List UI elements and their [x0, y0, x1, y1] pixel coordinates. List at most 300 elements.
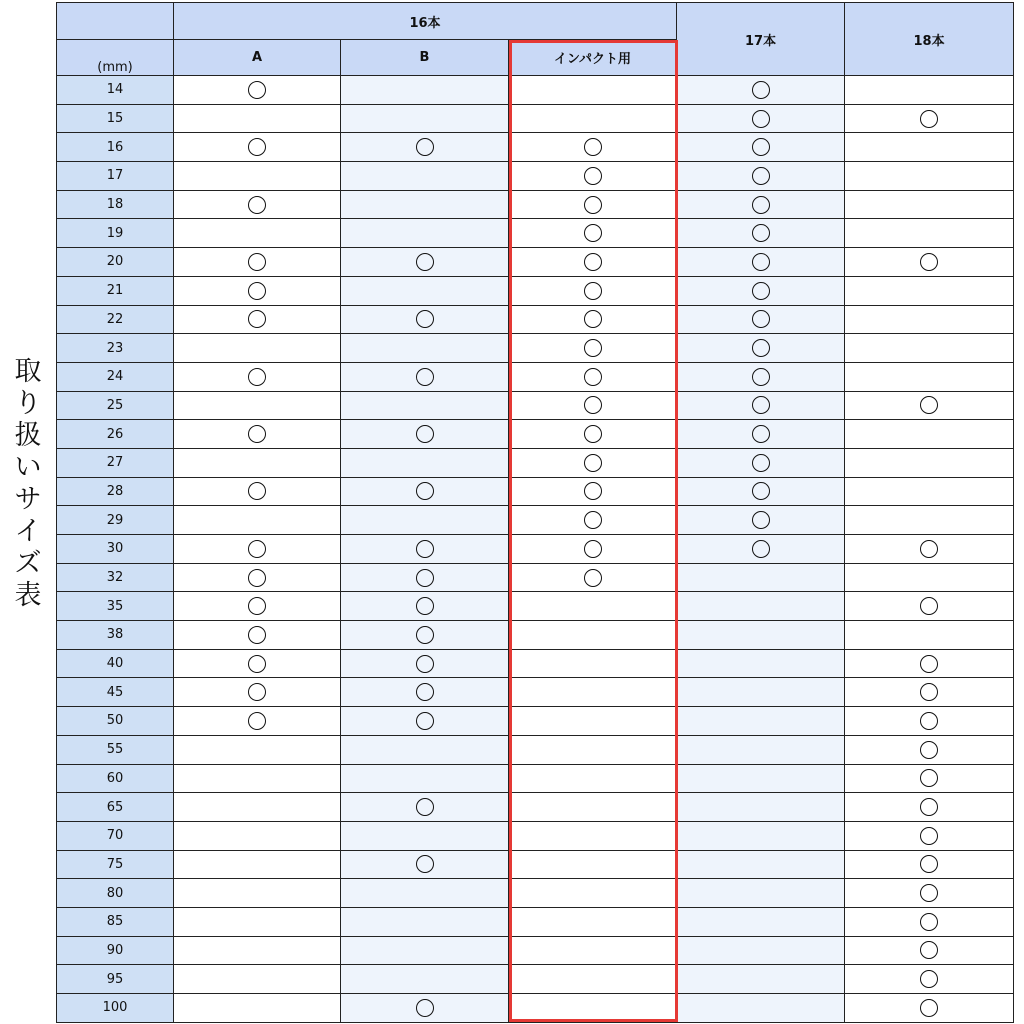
cell-a [174, 305, 341, 334]
circle-mark-icon [584, 167, 602, 185]
cell-impact [509, 936, 677, 965]
circle-mark-icon [584, 540, 602, 558]
circle-mark-icon [584, 396, 602, 414]
circle-mark-icon [752, 110, 770, 128]
table-row [57, 879, 1014, 908]
cell-s17 [677, 133, 845, 162]
size-label: 55 [57, 735, 174, 764]
table-row [57, 735, 1014, 764]
header-b: B [341, 40, 509, 76]
cell-impact [509, 477, 677, 506]
cell-impact [509, 994, 677, 1023]
cell-impact [509, 563, 677, 592]
table-row [57, 162, 1014, 191]
cell-s17 [677, 621, 845, 650]
side-title-char: り [14, 388, 42, 419]
cell-s18 [845, 563, 1014, 592]
circle-mark-icon [416, 655, 434, 673]
circle-mark-icon [920, 110, 938, 128]
cell-s17 [677, 764, 845, 793]
circle-mark-icon [248, 310, 266, 328]
header-corner [57, 3, 174, 40]
cell-s17 [677, 994, 845, 1023]
circle-mark-icon [248, 540, 266, 558]
circle-mark-icon [248, 655, 266, 673]
cell-s18 [845, 793, 1014, 822]
cell-a [174, 994, 341, 1023]
cell-b [341, 506, 509, 535]
size-label: 95 [57, 965, 174, 994]
cell-a [174, 793, 341, 822]
circle-mark-icon [248, 482, 266, 500]
table-row [57, 994, 1014, 1023]
cell-impact [509, 506, 677, 535]
cell-s17 [677, 448, 845, 477]
circle-mark-icon [920, 999, 938, 1017]
cell-s18 [845, 592, 1014, 621]
cell-b [341, 248, 509, 277]
circle-mark-icon [416, 855, 434, 873]
circle-mark-icon [584, 569, 602, 587]
size-label: 17 [57, 162, 174, 191]
cell-impact [509, 76, 677, 105]
cell-b [341, 907, 509, 936]
size-label: 21 [57, 276, 174, 305]
cell-impact [509, 879, 677, 908]
cell-s18 [845, 448, 1014, 477]
side-title-char: 表 [14, 580, 42, 611]
table-body [57, 76, 1014, 1023]
cell-b [341, 133, 509, 162]
cell-b [341, 219, 509, 248]
cell-a [174, 104, 341, 133]
size-label: 14 [57, 76, 174, 105]
cell-impact [509, 621, 677, 650]
cell-impact [509, 649, 677, 678]
header-16: 16本 [174, 3, 677, 40]
table-row [57, 649, 1014, 678]
circle-mark-icon [752, 196, 770, 214]
cell-impact [509, 965, 677, 994]
table-row [57, 276, 1014, 305]
circle-mark-icon [752, 368, 770, 386]
cell-a [174, 621, 341, 650]
cell-s17 [677, 936, 845, 965]
table-row [57, 334, 1014, 363]
cell-a [174, 477, 341, 506]
circle-mark-icon [752, 138, 770, 156]
circle-mark-icon [416, 569, 434, 587]
circle-mark-icon [752, 339, 770, 357]
size-label: 60 [57, 764, 174, 793]
cell-b [341, 707, 509, 736]
table-row [57, 907, 1014, 936]
cell-impact [509, 764, 677, 793]
side-title-char: イ [14, 516, 42, 547]
table-row [57, 391, 1014, 420]
size-label: 100 [57, 994, 174, 1023]
cell-s18 [845, 420, 1014, 449]
circle-mark-icon [248, 597, 266, 615]
cell-impact [509, 735, 677, 764]
cell-b [341, 821, 509, 850]
table-row [57, 190, 1014, 219]
circle-mark-icon [752, 454, 770, 472]
cell-s18 [845, 506, 1014, 535]
table-row [57, 678, 1014, 707]
circle-mark-icon [416, 712, 434, 730]
cell-b [341, 362, 509, 391]
table-row [57, 621, 1014, 650]
circle-mark-icon [416, 999, 434, 1017]
circle-mark-icon [752, 425, 770, 443]
cell-s18 [845, 936, 1014, 965]
size-label: 29 [57, 506, 174, 535]
cell-impact [509, 391, 677, 420]
side-title-char: 取 [14, 356, 42, 387]
cell-s17 [677, 305, 845, 334]
cell-s17 [677, 678, 845, 707]
circle-mark-icon [752, 310, 770, 328]
cell-s17 [677, 420, 845, 449]
cell-b [341, 678, 509, 707]
table-row [57, 133, 1014, 162]
size-label: 30 [57, 535, 174, 564]
cell-a [174, 649, 341, 678]
size-label: 70 [57, 821, 174, 850]
cell-impact [509, 334, 677, 363]
cell-impact [509, 133, 677, 162]
cell-impact [509, 707, 677, 736]
circle-mark-icon [248, 253, 266, 271]
header-a: A [174, 40, 341, 76]
cell-b [341, 563, 509, 592]
circle-mark-icon [584, 138, 602, 156]
circle-mark-icon [248, 81, 266, 99]
cell-a [174, 563, 341, 592]
circle-mark-icon [920, 827, 938, 845]
header-18: 18本 [845, 3, 1014, 76]
circle-mark-icon [752, 282, 770, 300]
cell-a [174, 907, 341, 936]
size-label: 50 [57, 707, 174, 736]
cell-s18 [845, 334, 1014, 363]
cell-impact [509, 104, 677, 133]
cell-s17 [677, 592, 845, 621]
size-label: 90 [57, 936, 174, 965]
circle-mark-icon [584, 282, 602, 300]
cell-s18 [845, 965, 1014, 994]
circle-mark-icon [416, 540, 434, 558]
cell-s18 [845, 994, 1014, 1023]
table-row [57, 936, 1014, 965]
table-row [57, 707, 1014, 736]
cell-a [174, 276, 341, 305]
circle-mark-icon [416, 597, 434, 615]
cell-b [341, 879, 509, 908]
cell-s18 [845, 879, 1014, 908]
size-label: 18 [57, 190, 174, 219]
circle-mark-icon [920, 970, 938, 988]
circle-mark-icon [248, 683, 266, 701]
circle-mark-icon [752, 396, 770, 414]
cell-s17 [677, 965, 845, 994]
cell-b [341, 735, 509, 764]
circle-mark-icon [920, 253, 938, 271]
cell-s18 [845, 621, 1014, 650]
circle-mark-icon [248, 368, 266, 386]
cell-a [174, 420, 341, 449]
circle-mark-icon [248, 425, 266, 443]
cell-s17 [677, 563, 845, 592]
circle-mark-icon [248, 626, 266, 644]
circle-mark-icon [920, 769, 938, 787]
cell-impact [509, 162, 677, 191]
cell-s17 [677, 362, 845, 391]
table-row [57, 76, 1014, 105]
cell-b [341, 391, 509, 420]
size-label: 24 [57, 362, 174, 391]
cell-b [341, 477, 509, 506]
cell-b [341, 850, 509, 879]
cell-impact [509, 850, 677, 879]
cell-s17 [677, 793, 845, 822]
cell-b [341, 190, 509, 219]
cell-impact [509, 448, 677, 477]
cell-s17 [677, 76, 845, 105]
size-label: 23 [57, 334, 174, 363]
cell-a [174, 190, 341, 219]
size-label: 40 [57, 649, 174, 678]
cell-s17 [677, 821, 845, 850]
table-row [57, 535, 1014, 564]
circle-mark-icon [920, 941, 938, 959]
circle-mark-icon [248, 712, 266, 730]
side-title-char: 扱 [14, 420, 42, 451]
table-row [57, 362, 1014, 391]
circle-mark-icon [584, 482, 602, 500]
circle-mark-icon [920, 798, 938, 816]
circle-mark-icon [416, 310, 434, 328]
side-title-char: ズ [14, 548, 42, 579]
cell-s18 [845, 391, 1014, 420]
cell-b [341, 305, 509, 334]
circle-mark-icon [584, 196, 602, 214]
cell-b [341, 448, 509, 477]
cell-a [174, 821, 341, 850]
cell-b [341, 965, 509, 994]
cell-a [174, 879, 341, 908]
cell-a [174, 248, 341, 277]
circle-mark-icon [584, 339, 602, 357]
circle-mark-icon [584, 511, 602, 529]
cell-a [174, 362, 341, 391]
size-label: 20 [57, 248, 174, 277]
circle-mark-icon [416, 253, 434, 271]
cell-s17 [677, 104, 845, 133]
size-label: 85 [57, 907, 174, 936]
cell-s17 [677, 334, 845, 363]
cell-impact [509, 190, 677, 219]
size-label: 65 [57, 793, 174, 822]
size-label: 45 [57, 678, 174, 707]
cell-s17 [677, 649, 845, 678]
cell-b [341, 994, 509, 1023]
cell-a [174, 506, 341, 535]
table-row [57, 420, 1014, 449]
header-unit: (mm) [57, 40, 174, 76]
circle-mark-icon [752, 540, 770, 558]
cell-s18 [845, 248, 1014, 277]
cell-s18 [845, 104, 1014, 133]
cell-s17 [677, 850, 845, 879]
cell-s17 [677, 707, 845, 736]
circle-mark-icon [752, 253, 770, 271]
cell-b [341, 936, 509, 965]
cell-s18 [845, 362, 1014, 391]
circle-mark-icon [752, 511, 770, 529]
cell-impact [509, 907, 677, 936]
cell-b [341, 621, 509, 650]
cell-s17 [677, 248, 845, 277]
circle-mark-icon [248, 569, 266, 587]
cell-impact [509, 248, 677, 277]
cell-s18 [845, 850, 1014, 879]
cell-b [341, 334, 509, 363]
cell-s18 [845, 133, 1014, 162]
size-label: 16 [57, 133, 174, 162]
circle-mark-icon [248, 196, 266, 214]
circle-mark-icon [416, 138, 434, 156]
cell-b [341, 649, 509, 678]
size-label: 22 [57, 305, 174, 334]
circle-mark-icon [920, 683, 938, 701]
cell-a [174, 735, 341, 764]
cell-a [174, 936, 341, 965]
cell-s17 [677, 506, 845, 535]
size-label: 35 [57, 592, 174, 621]
cell-s18 [845, 305, 1014, 334]
cell-a [174, 707, 341, 736]
circle-mark-icon [920, 396, 938, 414]
size-table [56, 2, 1014, 1023]
cell-impact [509, 821, 677, 850]
cell-a [174, 764, 341, 793]
size-label: 28 [57, 477, 174, 506]
table-row [57, 965, 1014, 994]
cell-b [341, 276, 509, 305]
cell-b [341, 764, 509, 793]
header-impact: インパクト用 [509, 40, 677, 76]
size-label: 15 [57, 104, 174, 133]
cell-s17 [677, 391, 845, 420]
cell-s18 [845, 821, 1014, 850]
header-17: 17本 [677, 3, 845, 76]
cell-a [174, 448, 341, 477]
cell-a [174, 76, 341, 105]
cell-s18 [845, 76, 1014, 105]
cell-impact [509, 535, 677, 564]
table-row [57, 305, 1014, 334]
circle-mark-icon [416, 798, 434, 816]
circle-mark-icon [920, 913, 938, 931]
cell-s18 [845, 678, 1014, 707]
size-label: 75 [57, 850, 174, 879]
table-row [57, 104, 1014, 133]
circle-mark-icon [752, 81, 770, 99]
circle-mark-icon [920, 655, 938, 673]
cell-s18 [845, 535, 1014, 564]
circle-mark-icon [248, 282, 266, 300]
cell-a [174, 334, 341, 363]
cell-a [174, 678, 341, 707]
table-row [57, 477, 1014, 506]
circle-mark-icon [584, 368, 602, 386]
table-row [57, 248, 1014, 277]
side-title-char: い [14, 452, 42, 483]
circle-mark-icon [584, 454, 602, 472]
cell-s17 [677, 535, 845, 564]
cell-s17 [677, 907, 845, 936]
size-label: 38 [57, 621, 174, 650]
circle-mark-icon [752, 224, 770, 242]
cell-s18 [845, 907, 1014, 936]
cell-a [174, 850, 341, 879]
cell-a [174, 162, 341, 191]
cell-impact [509, 276, 677, 305]
circle-mark-icon [416, 482, 434, 500]
table-row [57, 821, 1014, 850]
cell-s17 [677, 219, 845, 248]
cell-s17 [677, 735, 845, 764]
circle-mark-icon [584, 224, 602, 242]
size-label: 80 [57, 879, 174, 908]
circle-mark-icon [752, 482, 770, 500]
cell-b [341, 793, 509, 822]
cell-a [174, 391, 341, 420]
cell-impact [509, 362, 677, 391]
circle-mark-icon [416, 683, 434, 701]
cell-impact [509, 793, 677, 822]
size-label: 19 [57, 219, 174, 248]
cell-s17 [677, 879, 845, 908]
cell-a [174, 535, 341, 564]
size-label: 25 [57, 391, 174, 420]
circle-mark-icon [920, 741, 938, 759]
table-row [57, 592, 1014, 621]
cell-s18 [845, 649, 1014, 678]
cell-a [174, 219, 341, 248]
cell-a [174, 592, 341, 621]
circle-mark-icon [416, 626, 434, 644]
cell-s18 [845, 219, 1014, 248]
circle-mark-icon [920, 540, 938, 558]
circle-mark-icon [752, 167, 770, 185]
cell-s18 [845, 190, 1014, 219]
cell-b [341, 420, 509, 449]
cell-s18 [845, 707, 1014, 736]
table-row [57, 850, 1014, 879]
circle-mark-icon [416, 368, 434, 386]
size-label: 27 [57, 448, 174, 477]
cell-s18 [845, 764, 1014, 793]
cell-impact [509, 592, 677, 621]
cell-s17 [677, 162, 845, 191]
table-row [57, 563, 1014, 592]
circle-mark-icon [584, 253, 602, 271]
circle-mark-icon [416, 425, 434, 443]
circle-mark-icon [920, 597, 938, 615]
